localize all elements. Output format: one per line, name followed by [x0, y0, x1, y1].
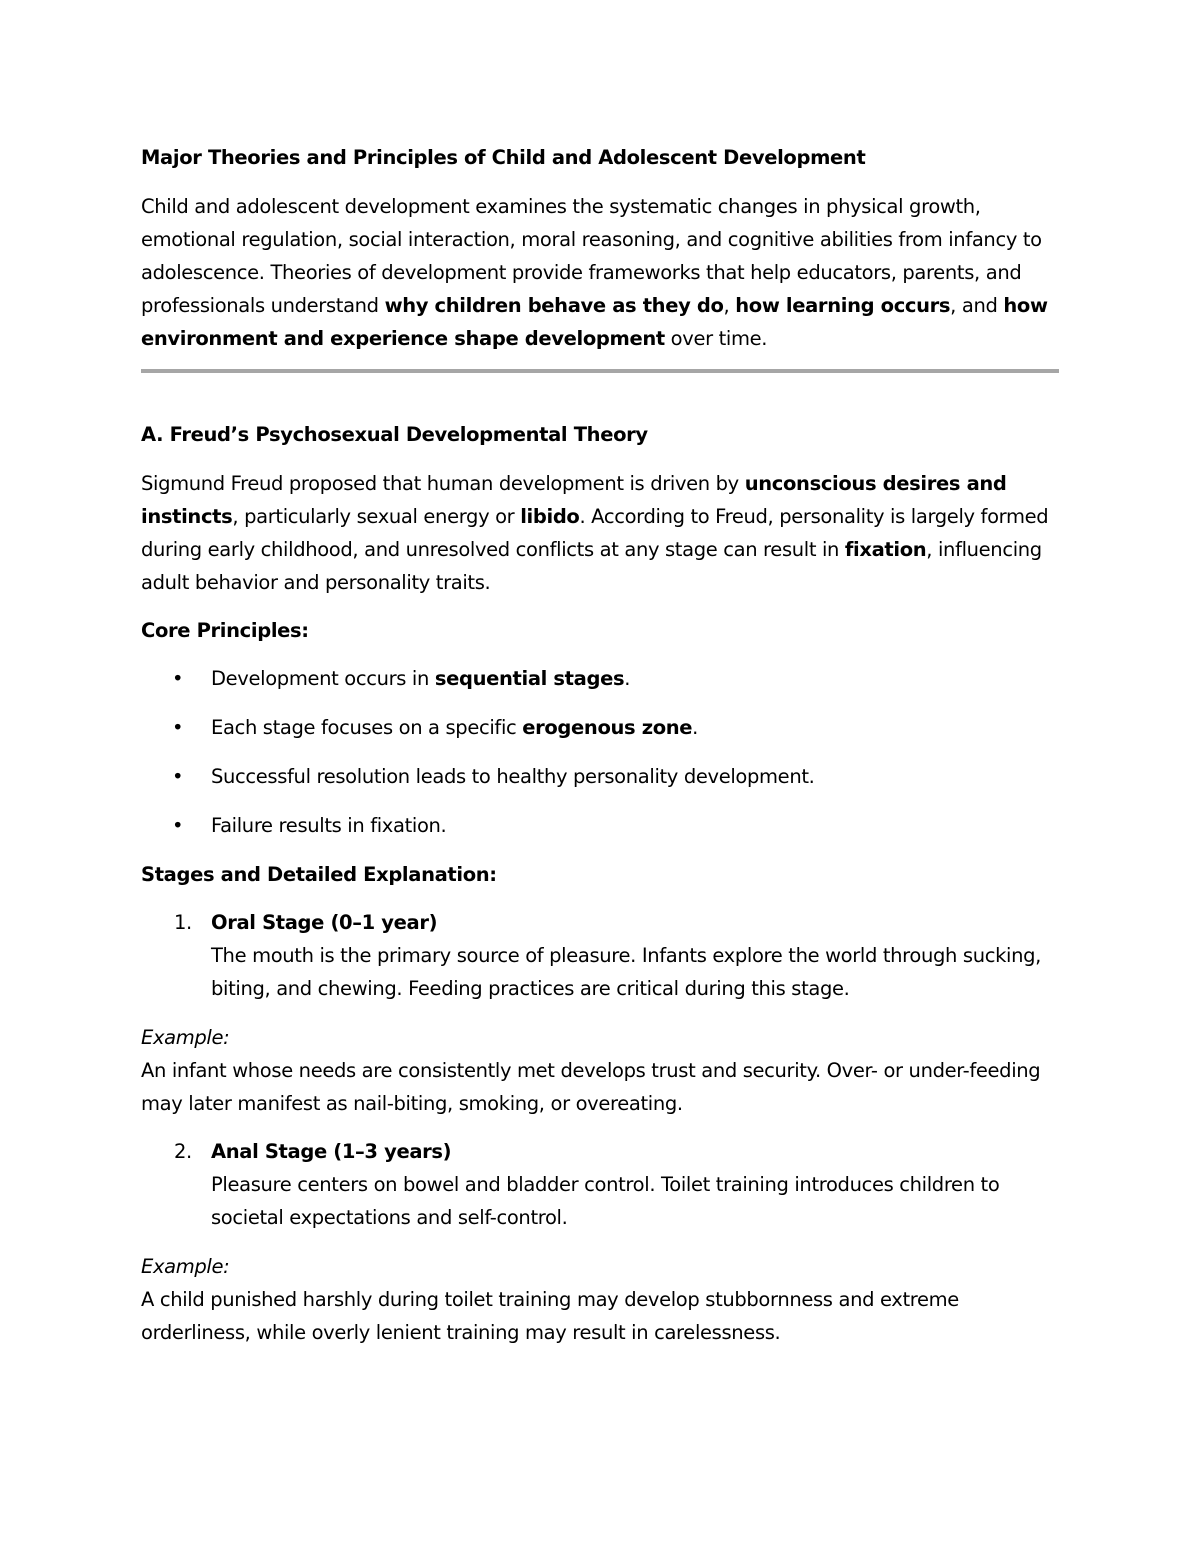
paragraph-emphasis: instincts	[141, 505, 233, 528]
bullet-text	[211, 711, 698, 744]
stage-description: biting, and chewing. Feeding practices are critical during this stage.	[211, 977, 850, 1000]
title-text: Major Theories and Principles of Child and Adolescent Development	[141, 146, 866, 169]
intro-text: professionals understand	[141, 294, 385, 317]
intro-emphasis: why children behave as they do	[384, 294, 724, 317]
intro-text: over time.	[664, 327, 768, 350]
intro-line: emotional regulation, social interaction, moral reasoning, and cognitive abilities from infancy to	[141, 228, 1042, 251]
paragraph-text: , particularly sexual energy or	[232, 505, 521, 528]
example-label: Example:	[141, 1026, 230, 1049]
stages-heading	[141, 858, 1071, 891]
bullet-text-part: .	[624, 667, 631, 690]
stage-number: 2.	[174, 1140, 192, 1163]
intro-text: ,	[723, 294, 736, 317]
intro-emphasis: how learning occurs	[735, 294, 951, 317]
subheading-text: Stages and Detailed Explanation:	[141, 863, 497, 886]
bullet-icon: •	[172, 814, 184, 837]
stage-number: 1.	[174, 911, 192, 934]
paragraph-text: , influencing	[926, 538, 1042, 561]
subheading-text: Core Principles:	[141, 619, 309, 642]
stage-description: societal expectations and self-control.	[211, 1206, 568, 1229]
intro-line: Child and adolescent development examines the systematic changes in physical growth,	[141, 195, 981, 218]
paragraph-line	[141, 467, 1071, 500]
example-text: A child punished harshly during toilet training may develop stubbornness and extreme	[141, 1288, 959, 1311]
example-label: Example:	[141, 1255, 230, 1278]
example-text: may later manifest as nail-biting, smoking, or overeating.	[141, 1092, 683, 1115]
intro-line	[141, 289, 1071, 322]
bullet-icon: •	[172, 765, 184, 788]
bullet-emphasis: erogenous zone	[522, 716, 693, 739]
intro-paragraph	[141, 190, 1071, 355]
example-text: An infant whose needs are consistently met develops trust and security. Over- or under-feeding	[141, 1059, 1041, 1082]
example-text: orderliness, while overly lenient training may result in carelessness.	[141, 1321, 781, 1344]
bullet-icon: •	[172, 716, 184, 739]
horizontal-divider	[141, 369, 1059, 373]
bullet-text-part: Development occurs in	[211, 667, 435, 690]
bullet-text: Failure results in fixation.	[211, 814, 447, 837]
bullet-text-part: .	[692, 716, 699, 739]
stage-body	[211, 906, 1041, 1005]
intro-line	[141, 322, 1071, 355]
intro-line: adolescence. Theories of development provide frameworks that help educators, parents, and	[141, 261, 1022, 284]
stage-title: Oral Stage (0–1 year)	[211, 911, 438, 934]
stage-description: The mouth is the primary source of pleasure. Infants explore the world through sucking,	[211, 944, 1041, 967]
intro-emphasis: how	[1003, 294, 1048, 317]
bullet-text-part: Each stage focuses on a specific	[211, 716, 523, 739]
document-title	[141, 141, 1071, 174]
stage-description: Pleasure centers on bowel and bladder control. Toilet training introduces children to	[211, 1173, 1000, 1196]
section-a-heading	[141, 418, 1071, 451]
paragraph-line	[141, 500, 1071, 533]
paragraph-text: during early childhood, and unresolved conflicts at any stage can result in	[141, 538, 845, 561]
paragraph-line: adult behavior and personality traits.	[141, 571, 491, 594]
bullet-emphasis: sequential stages	[434, 667, 625, 690]
stage-title: Anal Stage (1–3 years)	[211, 1140, 452, 1163]
stage-body	[211, 1135, 999, 1234]
stage-example	[141, 1250, 1071, 1349]
stage-example	[141, 1021, 1071, 1120]
core-principles-heading	[141, 614, 1071, 647]
intro-emphasis: environment and experience shape development	[141, 327, 665, 350]
paragraph-line	[141, 533, 1071, 566]
paragraph-emphasis: unconscious desires and	[744, 472, 1007, 495]
intro-text: , and	[950, 294, 1004, 317]
paragraph-text: Sigmund Freud proposed that human development is driven by	[141, 472, 745, 495]
freud-paragraph	[141, 467, 1071, 599]
bullet-text: Successful resolution leads to healthy personality development.	[211, 765, 815, 788]
bullet-icon: •	[172, 667, 184, 690]
paragraph-text: . According to Freud, personality is largely formed	[579, 505, 1049, 528]
paragraph-emphasis: fixation	[844, 538, 927, 561]
paragraph-emphasis: libido	[520, 505, 580, 528]
section-heading-text: A. Freud’s Psychosexual Developmental Theory	[141, 423, 648, 446]
bullet-text	[211, 662, 630, 695]
